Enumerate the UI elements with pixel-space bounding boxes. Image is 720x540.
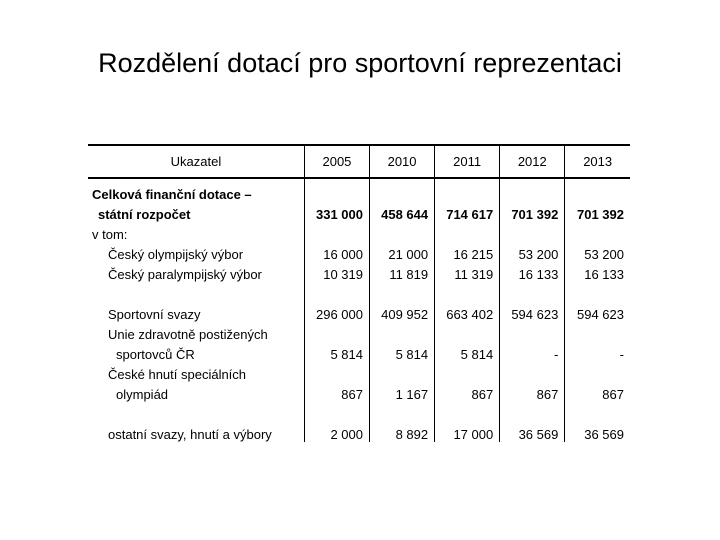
table-row — [88, 262, 630, 282]
cell-value: 867 — [500, 382, 565, 402]
table-row — [88, 302, 630, 322]
subsidy-table-container — [88, 144, 630, 444]
cell-value: 16 133 — [584, 267, 624, 282]
row-label: Unie zdravotně postižených — [88, 322, 304, 342]
cell-value: 296 000 — [304, 302, 369, 322]
slide-title: Rozdělení dotací pro sportovní reprezentaci — [98, 48, 622, 78]
cell-value: 16 000 — [304, 242, 369, 262]
cell-value: 36 569 — [500, 422, 565, 442]
table-header-row — [88, 145, 630, 178]
cell-value: 5 814 — [370, 342, 435, 362]
cell-value: 594 623 — [577, 307, 624, 322]
header-year: 2013 — [565, 145, 630, 178]
table-row — [88, 342, 630, 362]
table-row-of-which — [88, 222, 630, 242]
cell-value: 867 — [602, 387, 624, 402]
cell-value: 11 319 — [435, 262, 500, 282]
cell-value: 714 617 — [435, 202, 500, 222]
cell-value: 16 215 — [435, 242, 500, 262]
cell-value: 1 167 — [370, 382, 435, 402]
cell-value: 2 000 — [304, 422, 369, 442]
header-year: 2005 — [304, 145, 369, 178]
table-row-line1 — [88, 362, 630, 382]
cell-value: 16 133 — [500, 262, 565, 282]
cell-value: 17 000 — [435, 422, 500, 442]
cell-value: 21 000 — [370, 242, 435, 262]
cell-value: 867 — [435, 382, 500, 402]
cell-value: 8 892 — [370, 422, 435, 442]
row-label: Sportovní svazy — [88, 302, 304, 322]
cell-value: 594 623 — [500, 302, 565, 322]
cell-value: 458 644 — [370, 202, 435, 222]
header-year: 2012 — [500, 145, 565, 178]
cell-value: 409 952 — [370, 302, 435, 322]
table-row — [88, 382, 630, 402]
cell-value: - — [619, 347, 624, 362]
cell-value: 5 814 — [304, 342, 369, 362]
header-year: 2010 — [370, 145, 435, 178]
cell-value: 5 814 — [435, 342, 500, 362]
header-indicator: Ukazatel — [88, 145, 304, 178]
header-year: 2011 — [435, 145, 500, 178]
cell-value: 867 — [304, 382, 369, 402]
row-label: Český olympijský výbor — [88, 242, 304, 262]
row-label: sportovců ČR — [88, 342, 304, 362]
cell-value: 11 819 — [370, 262, 435, 282]
row-label: České hnutí speciálních — [88, 362, 304, 382]
row-label: ostatní svazy, hnutí a výbory — [88, 422, 304, 442]
table-row — [88, 422, 630, 442]
table-row-total — [88, 202, 630, 222]
table-row-total-line1 — [88, 182, 630, 202]
row-label: v tom: — [88, 222, 304, 242]
cell-value: - — [500, 342, 565, 362]
cell-value: 701 392 — [500, 202, 565, 222]
row-label: Český paralympijský výbor — [88, 262, 304, 282]
cell-value: 10 319 — [304, 262, 369, 282]
table-row-line1 — [88, 322, 630, 342]
row-label: Celková finanční dotace – — [88, 182, 304, 202]
cell-value: 331 000 — [304, 202, 369, 222]
row-label: státní rozpočet — [88, 202, 304, 222]
table-row — [88, 242, 630, 262]
cell-value: 701 392 — [577, 207, 624, 222]
cell-value: 53 200 — [584, 247, 624, 262]
cell-value: 36 569 — [584, 427, 624, 442]
cell-value: 53 200 — [500, 242, 565, 262]
subsidy-table — [88, 144, 630, 442]
row-label: olympiád — [88, 382, 304, 402]
cell-value: 663 402 — [435, 302, 500, 322]
